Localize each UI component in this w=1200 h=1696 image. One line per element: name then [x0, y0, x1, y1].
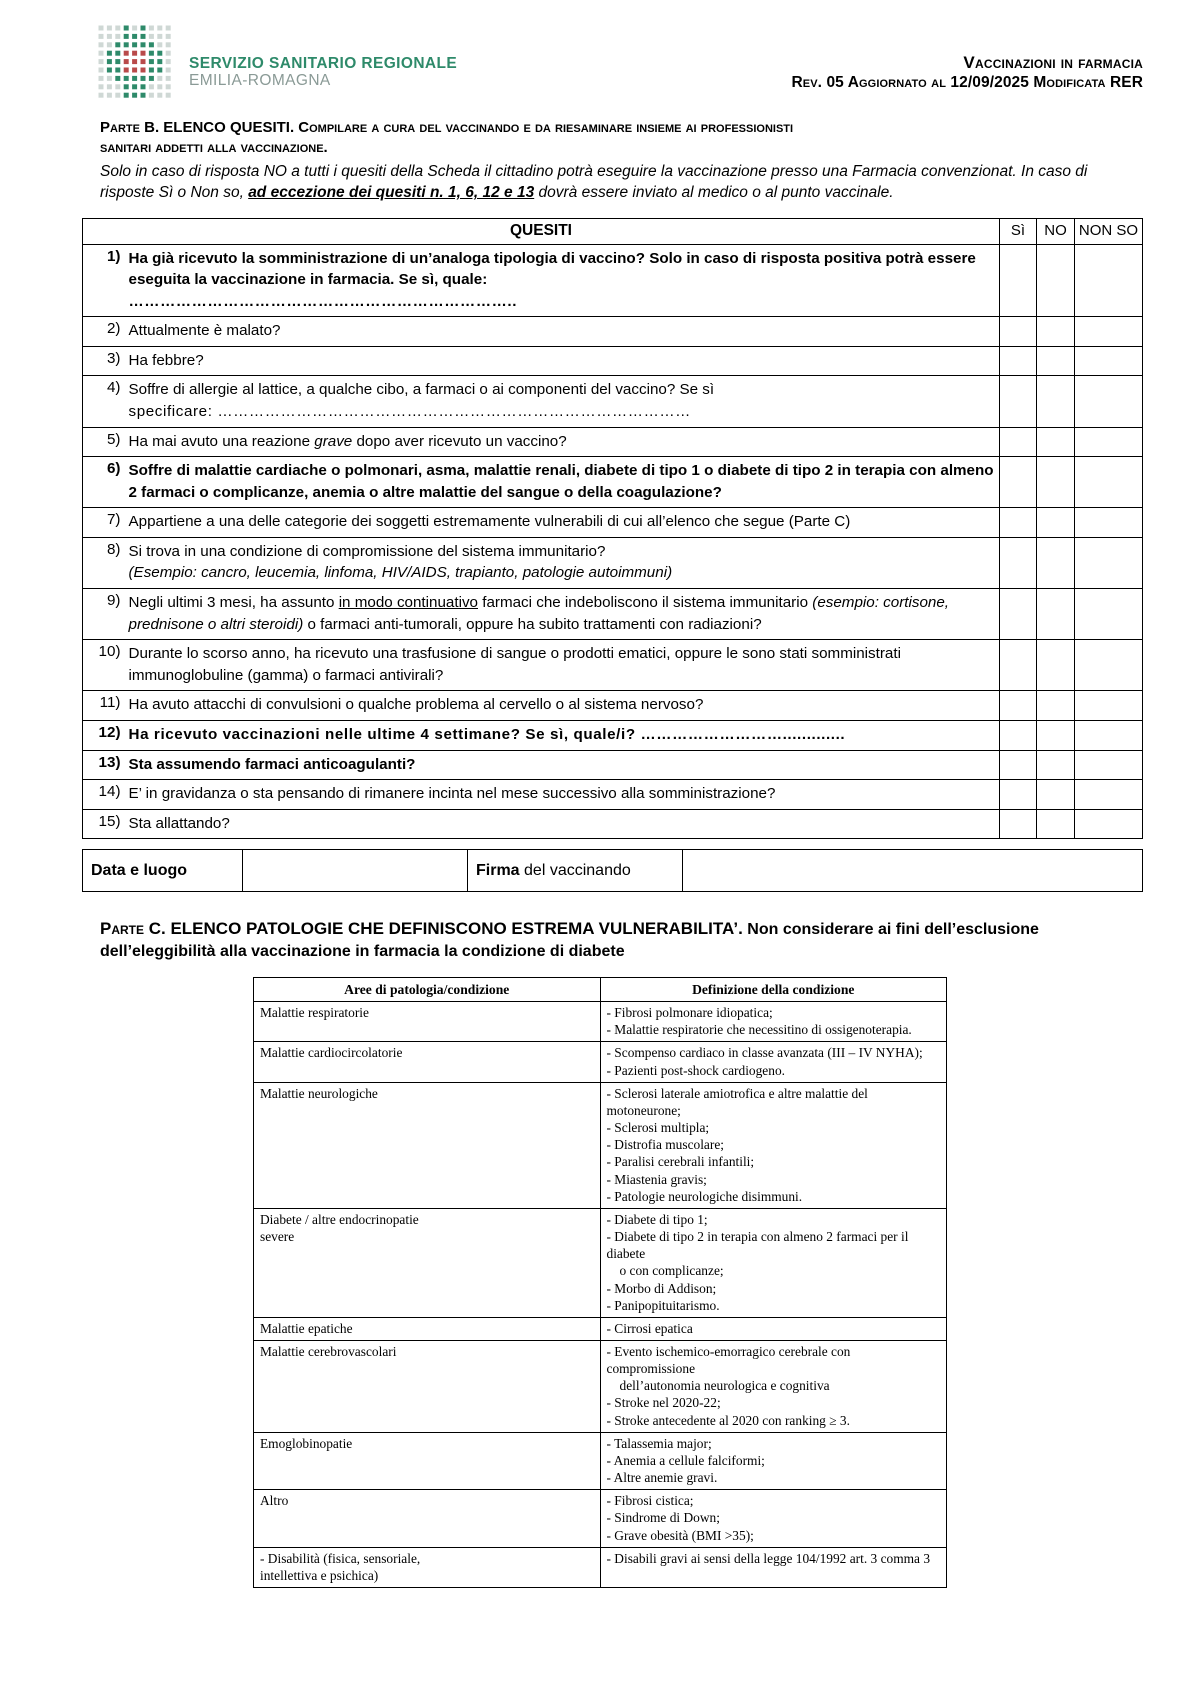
signature-field[interactable] [683, 850, 1143, 892]
answer-cell-si[interactable] [1000, 317, 1037, 347]
pathology-definition [600, 1002, 947, 1042]
answer-cell-non-so[interactable] [1075, 780, 1143, 810]
pathology-definition-line: - Malattie respiratorie che necessitino di ossigenoterapia. [606, 1022, 912, 1038]
question-number: 8) [83, 537, 125, 588]
question-number: 15) [83, 809, 125, 839]
regional-health-service-logo [97, 24, 457, 106]
answer-cell-no[interactable] [1037, 640, 1075, 691]
table-row [254, 1432, 947, 1489]
table-row [254, 1547, 947, 1587]
pathology-table-header-row [254, 977, 947, 1001]
pathology-definition-line: - Sclerosi multipla; [606, 1120, 710, 1136]
pathology-area-line: severe [260, 1229, 295, 1245]
parte-b-heading-line-2: sanitari addetti alla vaccinazione. [100, 139, 328, 157]
pathology-definition-line: - Stroke antecedente al 2020 con ranking ≥ 3. [606, 1412, 850, 1428]
answer-cell-si[interactable] [1000, 750, 1037, 780]
parte-b-intro [0, 118, 1200, 204]
logo-text [189, 41, 457, 90]
pathology-definition [600, 1042, 947, 1082]
question-text [125, 457, 1000, 508]
table-row [254, 1042, 947, 1082]
pathology-definition-line: - Evento ischemico-emorragico cerebrale con compromissione [606, 1343, 851, 1377]
question-line: Appartiene a una delle categorie dei soggetti estremamente vulnerabili di cui all’elenco che segue (Parte C) [128, 513, 851, 531]
answer-cell-si[interactable] [1000, 640, 1037, 691]
question-number: 11) [83, 691, 125, 721]
answer-cell-non-so[interactable] [1075, 427, 1143, 457]
parte-b-body-emphasis: ad eccezione dei quesiti n. 1, 6, 12 e 13 [248, 184, 535, 202]
question-text [125, 427, 1000, 457]
pathology-definition [600, 1082, 947, 1208]
question-text [125, 780, 1000, 810]
pathology-definition-line: - Altre anemie gravi. [606, 1470, 718, 1486]
table-row [83, 376, 1143, 427]
table-row [254, 1317, 947, 1340]
table-row [83, 589, 1143, 640]
question-number: 7) [83, 508, 125, 538]
answer-cell-si[interactable] [1000, 809, 1037, 839]
pathology-definition-line: - Cirrosi epatica [606, 1320, 693, 1336]
question-text [125, 809, 1000, 839]
pathology-definition-line: - Stroke nel 2020-22; [606, 1395, 721, 1411]
date-place-field[interactable] [243, 850, 468, 892]
pathology-definition-line: - Fibrosi polmonare idiopatica; [606, 1005, 773, 1021]
table-row [83, 750, 1143, 780]
question-line: Ha ricevuto vaccinazioni nelle ultime 4 settimane? Se sì, quale/i? ………………………............. [128, 725, 846, 743]
table-row [83, 508, 1143, 538]
question-line: Ha già ricevuto la somministrazione di un’analoga tipologia di vaccino? Solo in caso di risposta positiva potrà essere eseguita la vaccinazione in farmacia. Se sì, quale: [128, 249, 976, 289]
answer-cell-si[interactable] [1000, 346, 1037, 376]
answer-cell-non-so[interactable] [1075, 750, 1143, 780]
pathology-definition [600, 1490, 947, 1547]
question-number: 6) [83, 457, 125, 508]
answer-cell-non-so[interactable] [1075, 691, 1143, 721]
question-number: 10) [83, 640, 125, 691]
table-row [254, 1340, 947, 1432]
signature-label-bold: Firma [476, 861, 520, 879]
pathology-area [254, 1002, 601, 1042]
pathology-table [253, 977, 947, 1588]
pathology-table-wrap [0, 977, 1200, 1588]
pathology-area-line: Malattie epatiche [260, 1320, 353, 1336]
date-place-label: Data e luogo [83, 850, 243, 892]
answer-cell-si[interactable] [1000, 376, 1037, 427]
document-revision: Rev. 05 Aggiornato al 12/09/2025 Modificata RER [791, 74, 1143, 92]
table-row [83, 780, 1143, 810]
question-line: Si trova in una condizione di compromissione del sistema immunitario? [128, 542, 606, 560]
column-header-area: Aree di patologia/condizione [254, 977, 601, 1001]
question-number: 2) [83, 317, 125, 347]
pathology-definition [600, 1432, 947, 1489]
question-text [125, 317, 1000, 347]
answer-cell-no[interactable] [1037, 809, 1075, 839]
pathology-area-line: - Disabilità (fisica, sensoriale, [260, 1550, 421, 1566]
answer-cell-non-so[interactable] [1075, 809, 1143, 839]
pathology-definition-line: - Pazienti post-shock cardiogeno. [606, 1062, 785, 1078]
table-row [83, 537, 1143, 588]
question-line: Soffre di malattie cardiache o polmonari, asma, malattie renali, diabete di tipo 1 o diabete di tipo 2 in terapia con almeno 2 farmaci o complicanze, anemia o altre malattie del sangue o della coagulazione? [128, 462, 994, 501]
question-text [125, 691, 1000, 721]
answer-cell-no[interactable] [1037, 720, 1075, 750]
question-text [125, 537, 1000, 588]
pathology-definition [600, 1340, 947, 1432]
pathology-definition-line: - Morbo di Addison; [606, 1280, 717, 1296]
answer-cell-si[interactable] [1000, 537, 1037, 588]
pathology-area-line: intellettiva e psichica) [260, 1567, 379, 1583]
answer-cell-non-so[interactable] [1075, 244, 1143, 317]
answer-cell-si[interactable] [1000, 508, 1037, 538]
signature-row [83, 850, 1143, 892]
pathology-definition [600, 1547, 947, 1587]
table-row [83, 640, 1143, 691]
parte-c-heading [0, 918, 1200, 963]
answer-cell-si[interactable] [1000, 720, 1037, 750]
parte-c-heading-rest: Non considerare ai fini dell’esclusione dell’eleggibilità alla vaccinazione in farmacia la condizione di diabete [100, 921, 1039, 961]
pathology-definition-line: - Diabete di tipo 2 in terapia con almeno 2 farmaci per il diabete [606, 1229, 909, 1262]
table-row [83, 427, 1143, 457]
pathology-area [254, 1317, 601, 1340]
pathology-area [254, 1490, 601, 1547]
pathology-area-line: Malattie cerebrovascolari [260, 1343, 397, 1359]
pathology-area [254, 1082, 601, 1208]
question-line: Sta allattando? [128, 814, 230, 832]
answer-cell-non-so[interactable] [1075, 457, 1143, 508]
pathology-definition [600, 1317, 947, 1340]
question-number: 4) [83, 376, 125, 427]
table-row [254, 1082, 947, 1208]
signature-table [82, 849, 1143, 892]
question-text [125, 720, 1000, 750]
pathology-definition-line: dell’autonomia neurologica e cognitiva [619, 1378, 830, 1394]
pathology-definition [600, 1208, 947, 1317]
answer-cell-no[interactable] [1037, 376, 1075, 427]
answer-cell-no[interactable] [1037, 427, 1075, 457]
question-text [125, 376, 1000, 427]
table-row [83, 691, 1143, 721]
pathology-area [254, 1547, 601, 1587]
quesiti-table-wrap [0, 218, 1200, 840]
pathology-definition-line: - Sclerosi laterale amiotrofica e altre malattie del motoneurone; [606, 1085, 868, 1118]
signature-block-wrap [0, 849, 1200, 892]
pathology-definition-line: - Grave obesità (BMI >35); [606, 1527, 754, 1543]
pathology-area-line: Diabete / altre endocrinopatie [260, 1211, 419, 1227]
answer-cell-no[interactable] [1037, 317, 1075, 347]
pathology-definition-line: - Patologie neurologiche disimmuni. [606, 1188, 803, 1204]
question-number: 12) [83, 720, 125, 750]
question-text [125, 750, 1000, 780]
table-row [254, 1490, 947, 1547]
pathology-definition-line: - Paralisi cerebrali infantili; [606, 1154, 755, 1170]
pathology-definition-line: - Talassemia major; [606, 1435, 712, 1451]
pathology-area-line: Emoglobinopatie [260, 1435, 353, 1451]
answer-cell-no[interactable] [1037, 589, 1075, 640]
pathology-area-line: Altro [260, 1493, 289, 1509]
answer-cell-non-so[interactable] [1075, 537, 1143, 588]
pathology-definition-line: - Sindrome di Down; [606, 1510, 720, 1526]
pathology-area [254, 1042, 601, 1082]
logo-line-1: SERVIZIO SANITARIO REGIONALE [189, 54, 458, 72]
answer-cell-no[interactable] [1037, 244, 1075, 317]
pathology-area [254, 1432, 601, 1489]
parte-b-body [100, 161, 1142, 204]
question-line: ……………………………………………………………….. [128, 292, 518, 310]
pathology-definition-line: - Fibrosi cistica; [606, 1493, 694, 1509]
answer-cell-no[interactable] [1037, 780, 1075, 810]
column-header-no: NO [1037, 218, 1075, 244]
question-line: Durante lo scorso anno, ha ricevuto una trasfusione di sangue o prodotti ematici, oppure le sono stati somministrati immunoglobuline (gamma) o farmaci antivirali? [128, 645, 901, 684]
table-row [254, 1208, 947, 1317]
question-text [125, 244, 1000, 317]
logo-dot-grid-icon [97, 24, 175, 106]
table-row [254, 1002, 947, 1042]
question-line: Ha avuto attacchi di convulsioni o qualche problema al cervello o al sistema nervoso? [128, 696, 704, 714]
page-title: Vaccinazioni in farmacia [963, 53, 1143, 72]
pathology-area [254, 1208, 601, 1317]
table-row [83, 809, 1143, 839]
question-number: 5) [83, 427, 125, 457]
question-text [125, 508, 1000, 538]
pathology-definition-line: - Anemia a cellule falciformi; [606, 1452, 765, 1468]
pathology-area-line: Malattie cardiocircolatorie [260, 1045, 403, 1061]
pathology-area-line: Malattie neurologiche [260, 1085, 378, 1101]
pathology-definition-line: - Panipopituitarismo. [606, 1297, 720, 1313]
pathology-definition-line: - Scompenso cardiaco in classe avanzata (III – IV NYHA); [606, 1045, 923, 1061]
answer-cell-no[interactable] [1037, 691, 1075, 721]
column-header-quesiti: QUESITI [83, 218, 1000, 244]
parte-c-heading-main: Parte C. ELENCO PATOLOGIE CHE DEFINISCONO ESTREMA VULNERABILITA’. [100, 919, 743, 939]
question-line: E’ in gravidanza o sta pensando di rimanere incinta nel mese successivo alla somministrazione? [128, 785, 776, 803]
question-number: 1) [83, 244, 125, 317]
question-number: 9) [83, 589, 125, 640]
answer-cell-no[interactable] [1037, 508, 1075, 538]
answer-cell-non-so[interactable] [1075, 640, 1143, 691]
answer-cell-si[interactable] [1000, 691, 1037, 721]
question-text [125, 640, 1000, 691]
question-text [125, 589, 1000, 640]
pathology-definition-line: - Diabete di tipo 1; [606, 1211, 708, 1227]
answer-cell-si[interactable] [1000, 589, 1037, 640]
quesiti-table [82, 218, 1143, 840]
quesiti-table-header-row [83, 218, 1143, 244]
table-row [83, 720, 1143, 750]
column-header-non-so: NON SO [1075, 218, 1143, 244]
signature-label [468, 850, 683, 892]
question-line: Sta assumendo farmaci anticoagulanti? [128, 755, 416, 773]
table-row [83, 346, 1143, 376]
parte-b-body-pre: Solo in caso di risposta NO a tutti i quesiti della Scheda il cittadino potrà eseguire la vaccinazione presso una Farmacia convenzionat. In caso di risposte Sì o Non so, [100, 162, 1088, 202]
column-header-definition: Definizione della condizione [600, 977, 947, 1001]
pathology-definition-line: - Disabili gravi ai sensi della legge 104/1992 art. 3 comma 3 [606, 1550, 931, 1566]
answer-cell-no[interactable] [1037, 537, 1075, 588]
document-title-block [791, 52, 1143, 93]
table-row [83, 317, 1143, 347]
answer-cell-no[interactable] [1037, 457, 1075, 508]
answer-cell-non-so[interactable] [1075, 720, 1143, 750]
answer-cell-non-so[interactable] [1075, 589, 1143, 640]
question-line: Attualmente è malato? [128, 322, 281, 340]
answer-cell-si[interactable] [1000, 457, 1037, 508]
answer-cell-si[interactable] [1000, 427, 1037, 457]
pathology-definition-line: - Miastenia gravis; [606, 1171, 707, 1187]
answer-cell-si[interactable] [1000, 244, 1037, 317]
question-text [125, 346, 1000, 376]
question-example-line: (Esempio: cancro, leucemia, linfoma, HIV/AIDS, trapianto, patologie autoimmuni) [128, 564, 673, 582]
question-number: 13) [83, 750, 125, 780]
question-line: specificare: ……………………………………………………………………………… [128, 403, 691, 420]
document-header [0, 0, 1200, 112]
answer-cell-non-so[interactable] [1075, 508, 1143, 538]
question-line: Negli ultimi 3 mesi, ha assunto in modo continuativo farmaci che indeboliscono il sistema immunitario (esempio: cortisone, prednisone o altri steroidi) o farmaci anti-tumorali, oppure ha subito trattamenti con radiazioni? [128, 594, 950, 633]
question-line: Ha mai avuto una reazione grave dopo aver ricevuto un vaccino? [128, 432, 567, 450]
parte-b-heading-line-1: Parte B. ELENCO QUESITI. Compilare a cura del vaccinando e da riesaminare insieme ai professionisti [100, 119, 794, 136]
answer-cell-non-so[interactable] [1075, 346, 1143, 376]
pathology-area [254, 1340, 601, 1432]
answer-cell-no[interactable] [1037, 346, 1075, 376]
answer-cell-no[interactable] [1037, 750, 1075, 780]
pathology-area-line: Malattie respiratorie [260, 1005, 369, 1021]
parte-b-heading [100, 118, 1142, 159]
answer-cell-si[interactable] [1000, 780, 1037, 810]
answer-cell-non-so[interactable] [1075, 376, 1143, 427]
question-number: 3) [83, 346, 125, 376]
signature-label-rest: del vaccinando [524, 861, 631, 879]
parte-b-body-post: dovrà essere inviato al medico o al punto vaccinale. [534, 184, 894, 202]
table-row [83, 457, 1143, 508]
question-line: Ha febbre? [128, 351, 204, 369]
pathology-definition-line: - Distrofia muscolare; [606, 1137, 725, 1153]
column-header-si: Sì [1000, 218, 1037, 244]
answer-cell-non-so[interactable] [1075, 317, 1143, 347]
table-row [83, 244, 1143, 317]
pathology-definition-line: o con complicanze; [619, 1263, 724, 1279]
question-number: 14) [83, 780, 125, 810]
question-line: Soffre di allergie al lattice, a qualche cibo, a farmaci o ai componenti del vaccino? Se sì [128, 381, 715, 399]
logo-line-2: EMILIA-ROMAGNA [189, 72, 331, 89]
